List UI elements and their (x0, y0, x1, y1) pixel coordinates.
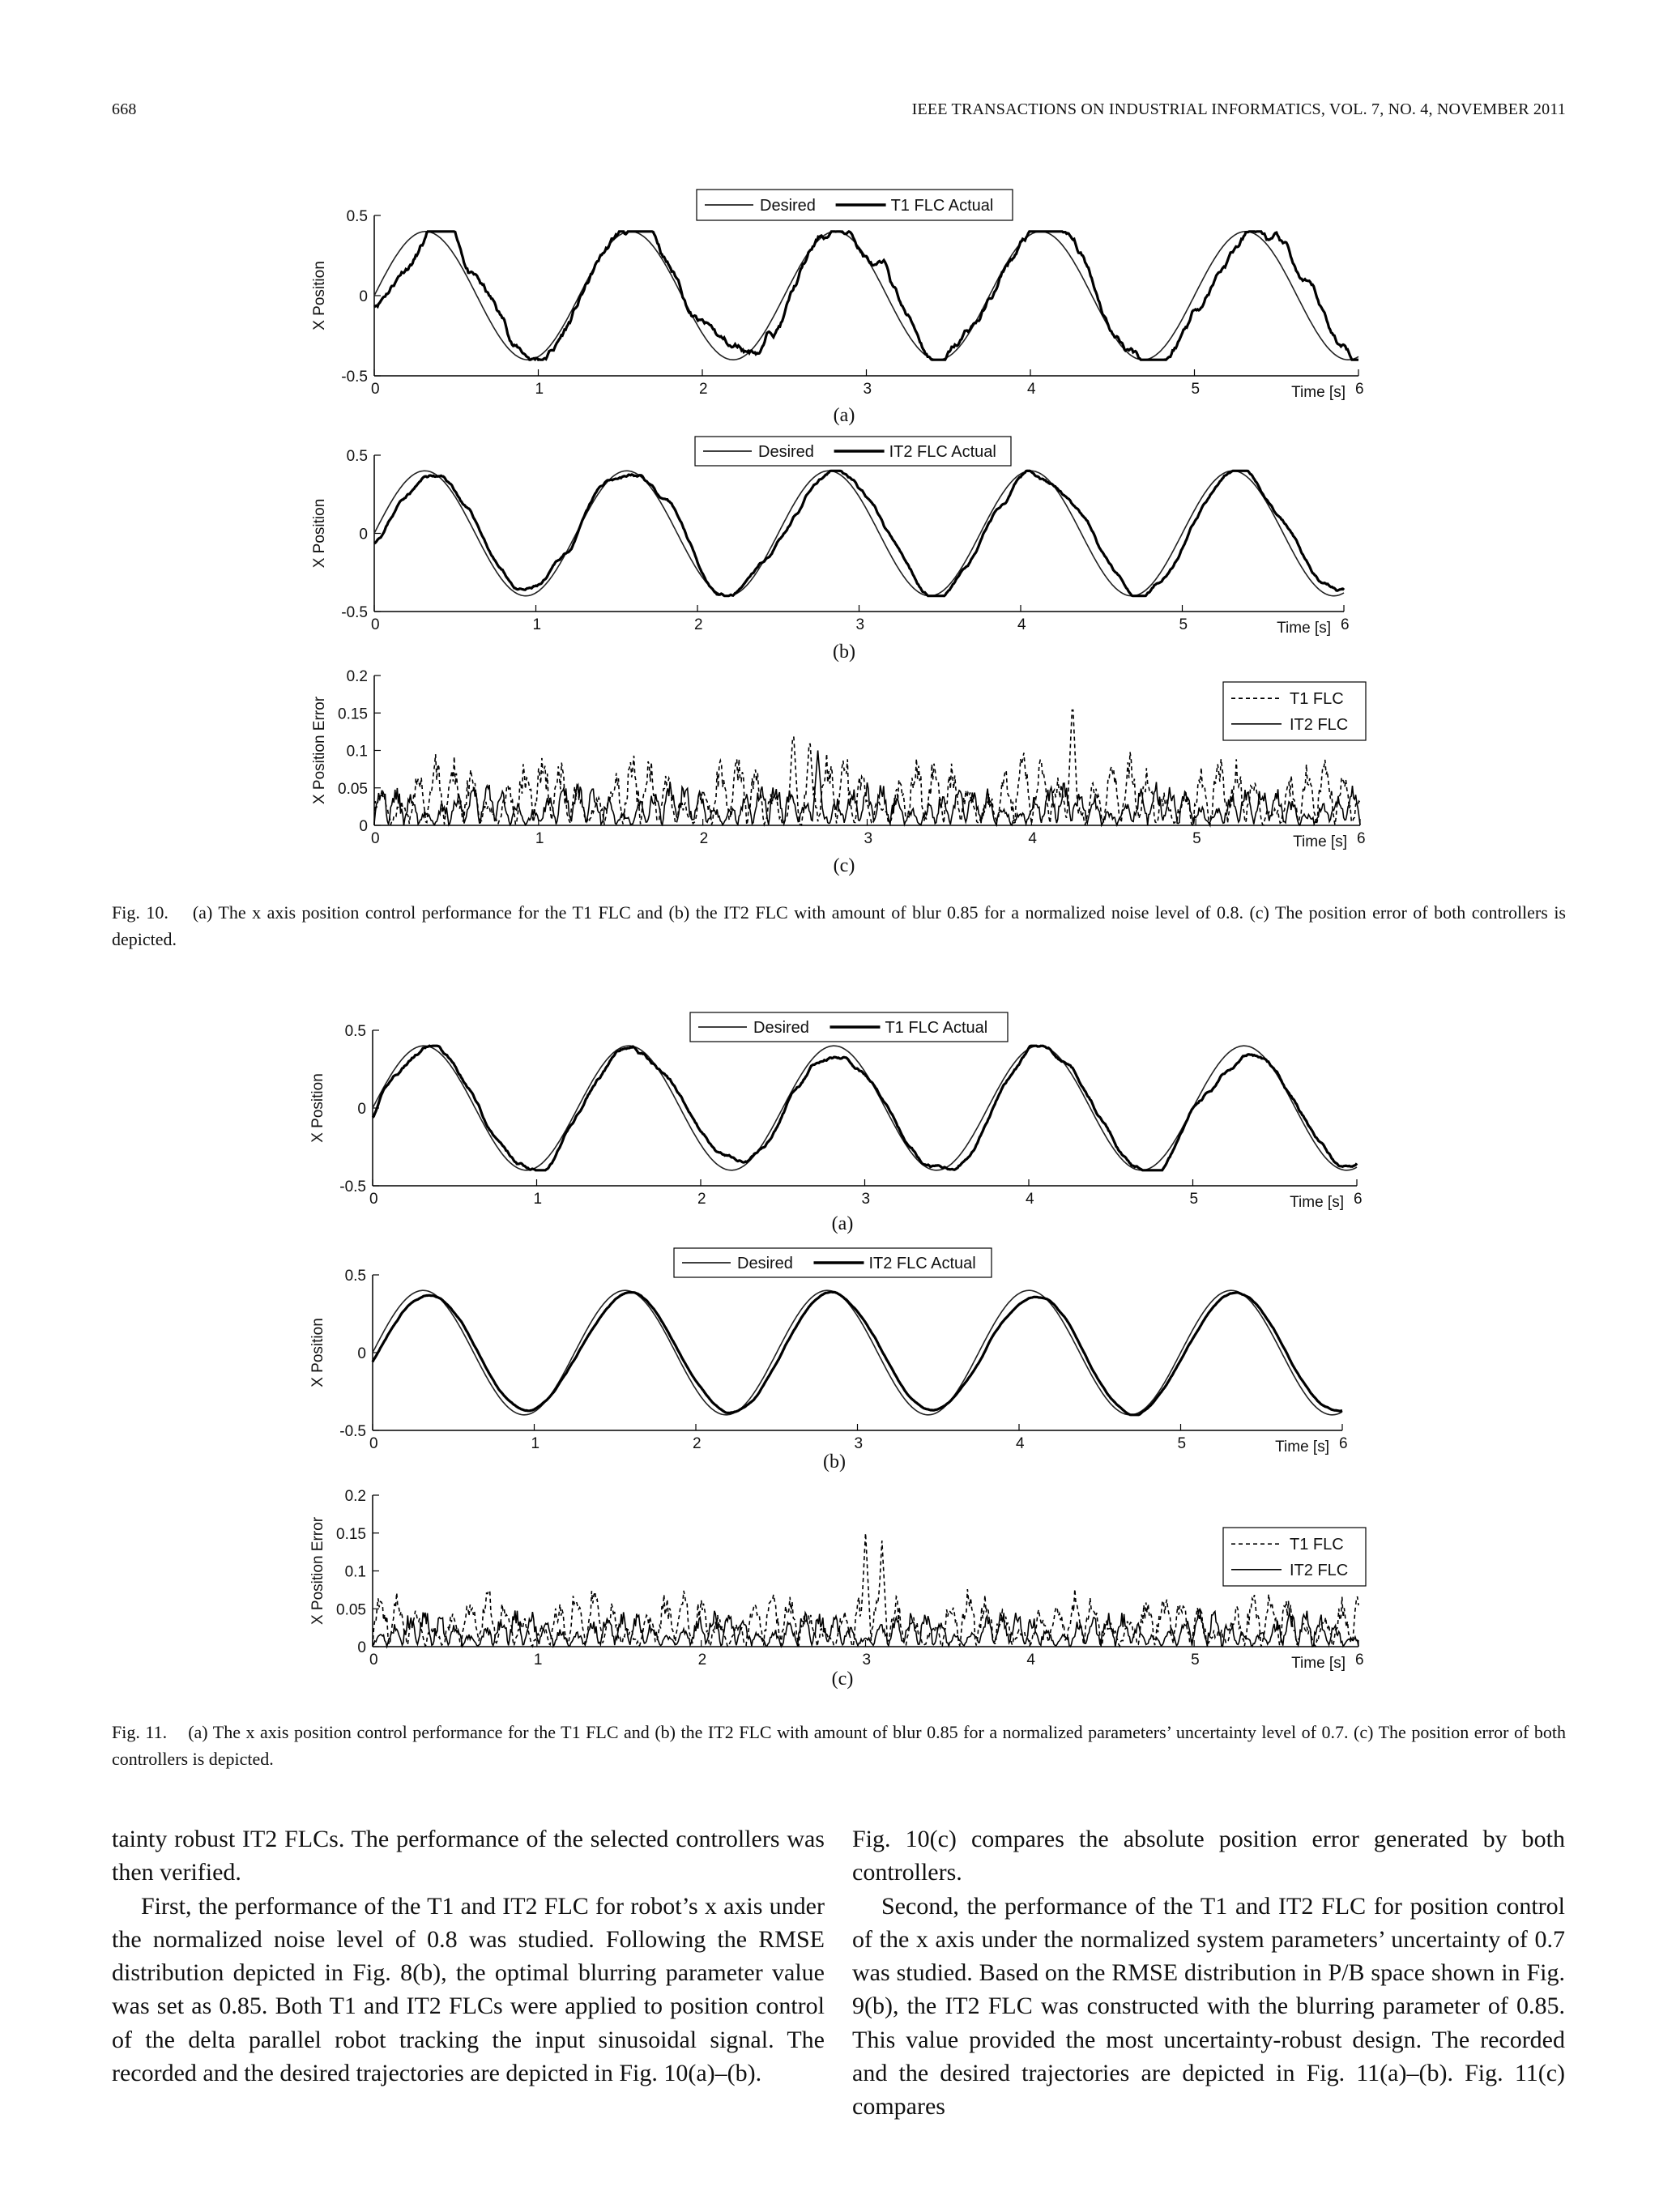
y-tick-label: 0 (357, 1345, 366, 1362)
y-tick-label: -0.5 (339, 1178, 366, 1196)
paragraph: tainty robust IT2 FLCs. The performance of the selected controllers was then verified. (112, 1826, 825, 1886)
y-axis-label: X Position Error (309, 1516, 326, 1626)
y-tick-label: 0.5 (344, 1268, 366, 1285)
y-tick-label: 0.1 (346, 743, 368, 761)
paragraph: Fig. 10(c) compares the absolute position error generated by both controllers. (852, 1826, 1565, 1886)
body-right-column (852, 1822, 1565, 2124)
x-axis-label: Time [s] (1290, 1194, 1344, 1211)
journal-header: IEEE TRANSACTIONS ON INDUSTRIAL INFORMATICS, VOL. 7, NO. 4, NOVEMBER 2011 (911, 100, 1566, 118)
fig11-charts (0, 956, 1659, 1717)
fig11-label-a: (a) (831, 1213, 854, 1234)
chart-panel-fig11b (309, 1248, 1348, 1455)
fig10-caption: Fig. 10. (a) The x axis position control performance for the T1 FLC and (b) the IT2 FLC with amount of blur 0.85 for a normalized noise level of 0.8. (c) The position error of both controllers is depicted. (112, 902, 1566, 949)
legend-label: Desired (737, 1255, 793, 1272)
x-tick-label: 6 (1339, 1435, 1348, 1452)
x-tick-label: 2 (699, 381, 708, 398)
fig10-label-b: (b) (833, 641, 855, 663)
x-tick-label: 4 (1028, 830, 1037, 847)
legend-label: IT2 FLC Actual (868, 1255, 976, 1272)
legend-label: T1 FLC Actual (885, 1019, 988, 1037)
chart-panel-fig11a (309, 1012, 1363, 1211)
x-axis-label: Time [s] (1293, 833, 1347, 850)
y-tick-label: 0.5 (344, 1023, 366, 1040)
y-axis-label: X Position Error (311, 696, 328, 805)
y-axis-label: X Position (309, 1073, 326, 1143)
fig10-caption-text: (a) The x axis position control performance for the T1 FLC and (b) the IT2 FLC with amount of blur 0.85 for a normalized noise level of 0.8. (c) The position error of both controllers is depicted. (112, 902, 1566, 949)
x-tick-label: 0 (369, 1652, 378, 1669)
x-tick-label: 4 (1027, 381, 1036, 398)
x-tick-label: 6 (1355, 1652, 1364, 1669)
x-tick-label: 2 (697, 1191, 706, 1208)
chart-panel-fig11c (309, 1488, 1366, 1672)
x-tick-label: 3 (855, 616, 865, 633)
legend-label: IT2 FLC (1290, 1561, 1349, 1579)
y-tick-label: 0.15 (336, 1525, 366, 1543)
fig11-label-c: (c) (831, 1669, 854, 1690)
fig11-caption: Fig. 11. (a) The x axis position control performance for the T1 FLC and (b) the IT2 FLC with amount of blur 0.85 for a normalized parameters’ uncertainty level of 0.7. (c) The position error of both controllers is depicted. (112, 1722, 1567, 1769)
fig11-label-b: (b) (823, 1451, 846, 1473)
y-tick-label: 0 (359, 288, 368, 305)
x-tick-label: 5 (1179, 616, 1188, 633)
legend-label: Desired (753, 1019, 809, 1037)
x-tick-label: 2 (699, 830, 709, 847)
x-tick-label: 6 (1341, 616, 1350, 633)
x-tick-label: 3 (864, 830, 873, 847)
y-tick-label: 0.2 (344, 1488, 366, 1505)
y-tick-label: 0.05 (338, 780, 368, 798)
x-axis-label: Time [s] (1277, 620, 1331, 637)
x-tick-label: 1 (535, 381, 544, 398)
fig10-label-a: (a) (833, 405, 855, 426)
y-axis-label: X Position (309, 1318, 326, 1387)
x-axis-label: Time [s] (1291, 384, 1346, 401)
legend-label: IT2 FLC (1290, 715, 1349, 734)
fig10-label-c: (c) (833, 855, 855, 876)
x-tick-label: 0 (369, 1435, 378, 1452)
x-tick-label: 4 (1026, 1652, 1035, 1669)
y-tick-label: 0.2 (346, 668, 368, 685)
series-desired (373, 1290, 1342, 1415)
legend-label: Desired (758, 443, 814, 461)
page-number: 668 (112, 100, 137, 118)
y-tick-label: -0.5 (339, 1423, 366, 1440)
y-tick-label: 0.05 (336, 1601, 366, 1619)
x-tick-label: 5 (1192, 830, 1201, 847)
y-axis-label: X Position (311, 498, 328, 569)
x-tick-label: 0 (371, 830, 380, 847)
legend-label: T1 FLC Actual (890, 197, 994, 215)
series-actual (373, 1046, 1357, 1170)
x-tick-label: 1 (533, 1191, 543, 1208)
y-tick-label: 0.5 (346, 448, 368, 465)
y-tick-label: -0.5 (341, 369, 368, 386)
x-tick-label: 1 (532, 616, 542, 633)
x-tick-label: 0 (369, 1191, 378, 1208)
x-axis-label: Time [s] (1291, 1655, 1346, 1672)
fig11-caption-text: (a) The x axis position control performance for the T1 FLC and (b) the IT2 FLC with amount of blur 0.85 for a normalized parameters’ uncertainty level of 0.7. (c) The position error of both controllers is depicted. (112, 1722, 1567, 1769)
x-tick-label: 2 (694, 616, 703, 633)
x-tick-label: 4 (1017, 616, 1026, 633)
x-tick-label: 6 (1355, 381, 1364, 398)
y-tick-label: 0 (359, 526, 368, 543)
paragraph: First, the performance of the T1 and IT2 FLC for robot’s x axis under the normalized noise level of 0.8 was studied. Following the RMSE distribution depicted in Fig. 8(b), the optimal blurring parameter value was set as 0.85. Both T1 and IT2 FLCs were applied to position control of the delta parallel robot tracking the input sinusoidal signal. The recorded and the desired trajectories are depicted in Fig. 10(a)–(b). (112, 1892, 825, 2087)
y-tick-label: -0.5 (341, 604, 368, 621)
x-tick-label: 2 (697, 1652, 707, 1669)
x-tick-label: 2 (693, 1435, 702, 1452)
y-tick-label: 0 (357, 1639, 366, 1656)
legend-label: T1 FLC (1290, 1536, 1344, 1554)
x-tick-label: 0 (371, 381, 380, 398)
x-tick-label: 0 (371, 616, 380, 633)
x-tick-label: 3 (854, 1435, 864, 1452)
x-tick-label: 6 (1354, 1191, 1363, 1208)
y-tick-label: 0.5 (346, 208, 368, 225)
series-desired (373, 1046, 1357, 1170)
legend-label: IT2 FLC Actual (889, 443, 996, 461)
y-tick-label: 0 (359, 818, 368, 835)
legend-label: T1 FLC (1290, 690, 1344, 709)
x-tick-label: 5 (1177, 1435, 1187, 1452)
x-tick-label: 1 (535, 830, 544, 847)
x-tick-label: 5 (1191, 381, 1201, 398)
y-tick-label: 0.15 (338, 705, 368, 723)
x-tick-label: 4 (1016, 1435, 1025, 1452)
x-tick-label: 6 (1357, 830, 1366, 847)
x-tick-label: 3 (862, 1652, 872, 1669)
y-axis-label: X Position (311, 261, 328, 330)
x-tick-label: 1 (533, 1652, 543, 1669)
series-actual (373, 1292, 1342, 1415)
x-axis-label: Time [s] (1275, 1438, 1329, 1455)
x-tick-label: 5 (1189, 1191, 1199, 1208)
paragraph: Second, the performance of the T1 and IT2 FLC for position control of the x axis under the normalized system parameters’ uncertainty of 0.7 was studied. Based on the RMSE distribution in P/B space shown in Fig. 9(b), the IT2 FLC was constructed with the blurring parameter of 0.85. This value provided the most uncertainty-robust design. The recorded and the desired trajectories are depicted in Fig. 11(a)–(b). Fig. 11(c) compares (852, 1892, 1565, 2120)
y-tick-label: 0 (357, 1101, 366, 1118)
x-tick-label: 5 (1191, 1652, 1200, 1669)
x-tick-label: 4 (1026, 1191, 1034, 1208)
x-tick-label: 3 (861, 1191, 871, 1208)
x-tick-label: 3 (863, 381, 872, 398)
legend-label: Desired (760, 197, 816, 215)
body-left-column (112, 1822, 825, 2090)
y-tick-label: 0.1 (344, 1563, 366, 1581)
x-tick-label: 1 (531, 1435, 540, 1452)
